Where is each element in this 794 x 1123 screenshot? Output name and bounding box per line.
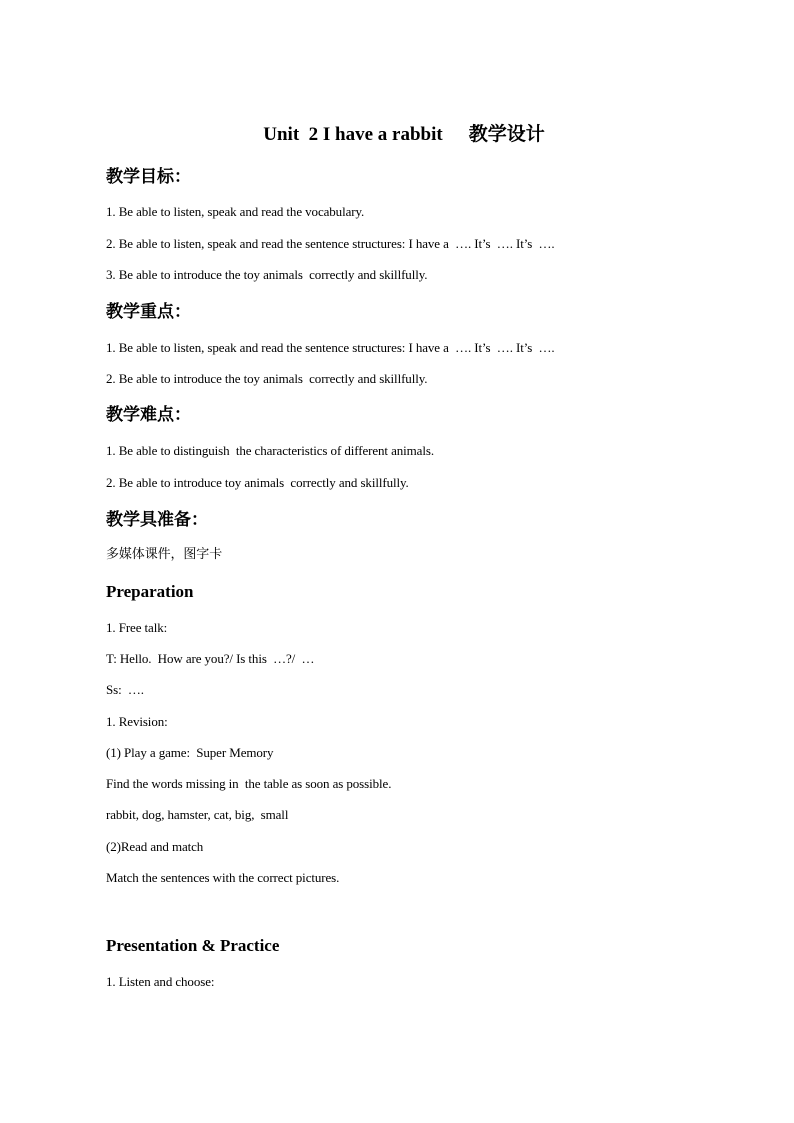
difficulty-item-2: 2. Be able to introduce toy animals correctly and skillfully. <box>106 475 409 490</box>
difficulty-item-1: 1. Be able to distinguish the characteristics of different animals. <box>106 443 434 458</box>
heading-objectives: 教学目标： <box>106 167 191 187</box>
heading-difficulties: 教学难点： <box>106 405 191 425</box>
preparation-line-8: (2)Read and match <box>106 839 204 854</box>
preparation-line-7: rabbit, dog, hamster, cat, big, small <box>106 807 289 822</box>
presentation-line-1: 1. Listen and choose: <box>106 974 215 989</box>
preparation-line-9: Match the sentences with the correct pictures. <box>106 870 340 885</box>
objective-item-2: 2. Be able to listen, speak and read the sentence structures: I have a …. It’s …. It’s …. <box>106 236 555 251</box>
preparation-line-5: (1) Play a game: Super Memory <box>106 745 274 760</box>
title-chinese: 教学设计 <box>468 123 545 145</box>
key-point-item-2: 2. Be able to introduce the toy animals correctly and skillfully. <box>106 371 428 386</box>
materials-text: 多媒体课件，图字卡 <box>106 547 223 562</box>
objective-item-3: 3. Be able to introduce the toy animals correctly and skillfully. <box>106 267 428 282</box>
key-point-item-1: 1. Be able to listen, speak and read the sentence structures: I have a …. It’s …. It’s …. <box>106 340 555 355</box>
preparation-line-4: 1. Revision: <box>106 714 168 729</box>
preparation-line-6: Find the words missing in the table as soon as possible. <box>106 776 392 791</box>
heading-presentation: Presentation & Practice <box>106 936 280 955</box>
heading-preparation: Preparation <box>106 582 194 601</box>
heading-key-points: 教学重点： <box>106 302 191 322</box>
heading-materials: 教学具准备： <box>106 510 208 530</box>
preparation-line-1: 1. Free talk: <box>106 620 168 635</box>
document-title <box>0 122 794 147</box>
objective-item-1: 1. Be able to listen, speak and read the vocabulary. <box>106 204 365 219</box>
preparation-line-3: Ss: …. <box>106 682 144 697</box>
preparation-line-2: T: Hello. How are you?/ Is this …?/ … <box>106 651 315 666</box>
title-english: Unit 2 I have a rabbit <box>263 124 443 145</box>
